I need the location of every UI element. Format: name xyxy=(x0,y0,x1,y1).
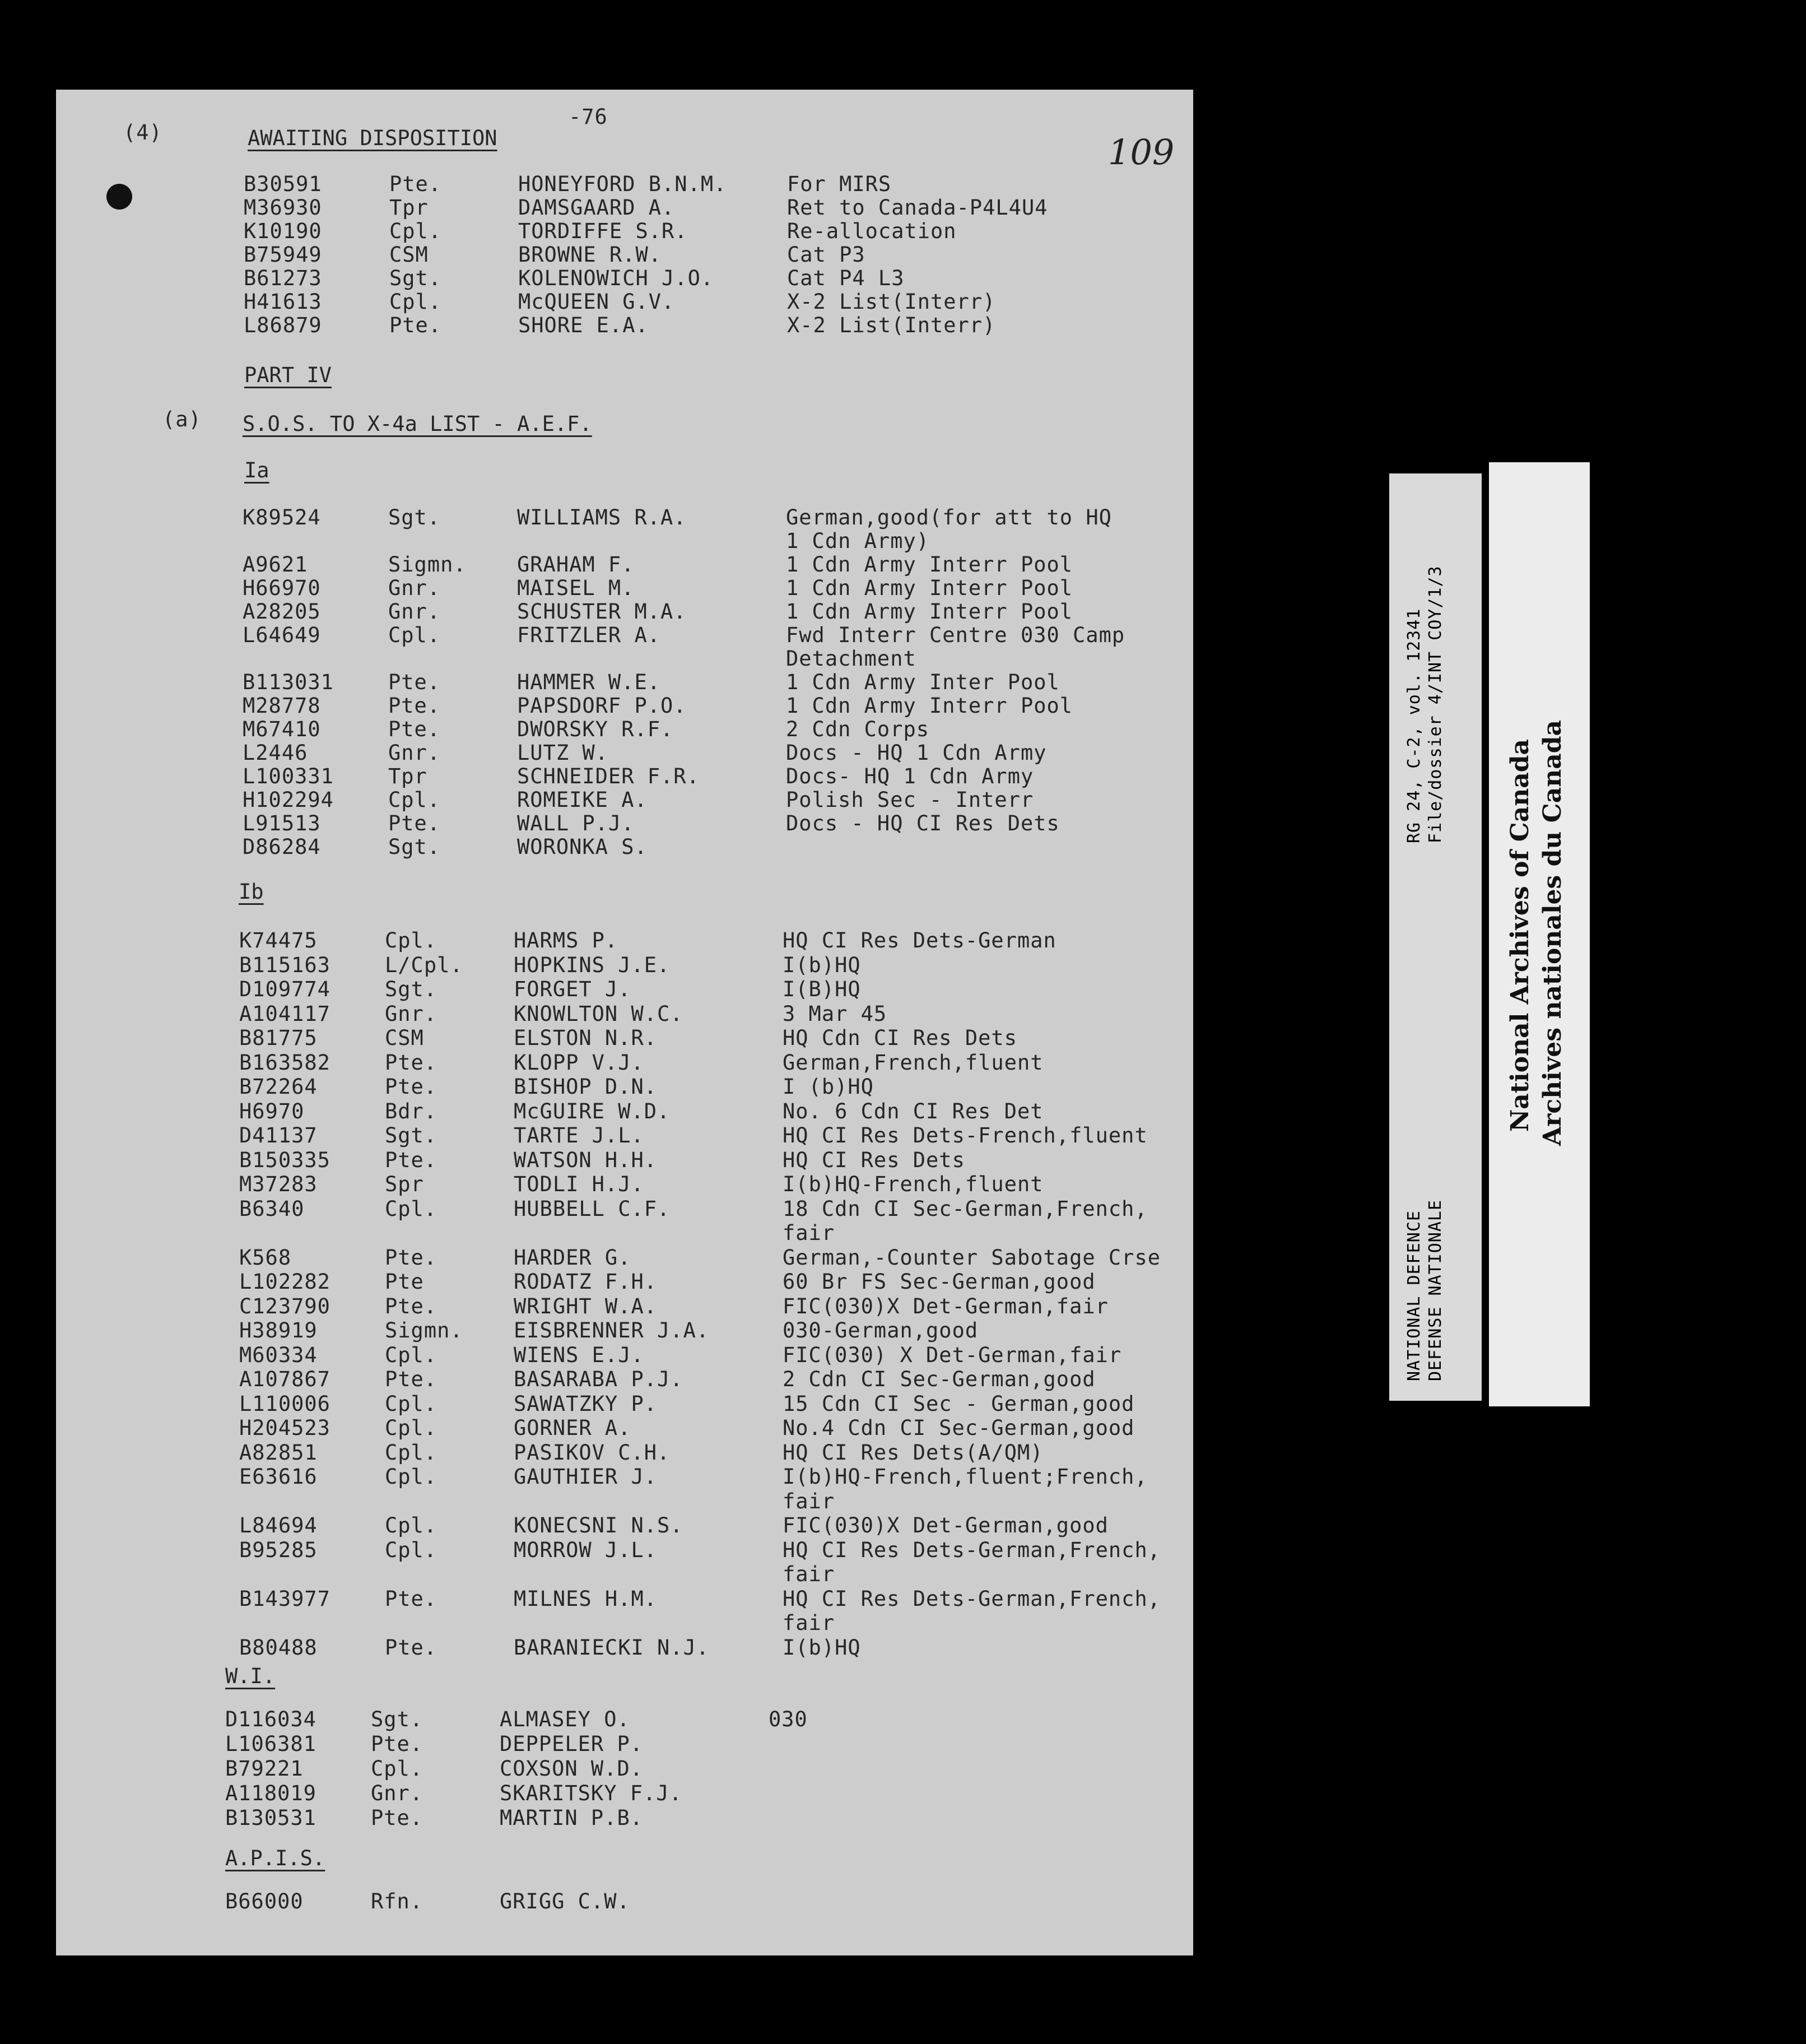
rank: Tpr xyxy=(389,196,429,220)
remarks: 18 Cdn CI Sec-German,French, xyxy=(783,1196,1148,1221)
name: HUBBELL C.F. xyxy=(514,1196,671,1221)
name: KLOPP V.J. xyxy=(514,1050,644,1075)
remarks: 15 Cdn CI Sec - German,good xyxy=(783,1391,1135,1416)
service-number: B130531 xyxy=(225,1806,316,1830)
name: McQUEEN G.V. xyxy=(518,290,675,314)
service-number: A118019 xyxy=(225,1781,316,1805)
rank: Bdr. xyxy=(385,1099,437,1123)
name: TORDIFFE S.R. xyxy=(518,219,688,243)
rank: CSM xyxy=(389,243,429,267)
rank: Cpl. xyxy=(385,1537,437,1562)
service-number: K568 xyxy=(239,1245,292,1270)
rank: Cpl. xyxy=(385,1465,437,1489)
punch-hole xyxy=(106,184,132,210)
rank: Pte. xyxy=(371,1732,423,1756)
department-line2: DEFENSE NATIONALE xyxy=(1426,1199,1445,1381)
page-number: -76 xyxy=(569,105,608,129)
remarks: HQ CI Res Dets-German xyxy=(783,928,1056,953)
remarks: No.4 Cdn CI Sec-German,good xyxy=(783,1416,1135,1440)
name: COXSON W.D. xyxy=(500,1757,644,1781)
rank: Pte. xyxy=(385,1075,437,1099)
remarks: Re-allocation xyxy=(787,219,957,243)
section-number: (4) xyxy=(123,120,162,145)
remarks: Docs - HQ CI Res Dets xyxy=(786,811,1060,835)
rank: Sigmn. xyxy=(388,552,467,577)
remarks: 1 Cdn Army Interr Pool xyxy=(786,552,1073,577)
rank: Pte. xyxy=(385,1294,437,1318)
name: TARTE J.L. xyxy=(514,1123,644,1148)
service-number: D41137 xyxy=(239,1123,318,1148)
service-number: A82851 xyxy=(239,1440,318,1465)
service-number: B80488 xyxy=(239,1635,318,1660)
name: PASIKOV C.H. xyxy=(514,1440,671,1465)
remarks: FIC(030)X Det-German,good xyxy=(783,1513,1109,1537)
group-title-ib: Ib xyxy=(239,880,264,904)
name: TODLI H.J. xyxy=(514,1172,644,1196)
service-number: H38919 xyxy=(239,1318,318,1342)
rank: Pte. xyxy=(388,694,441,718)
name: DAMSGAARD A. xyxy=(518,196,675,220)
rank: Pte. xyxy=(389,313,442,337)
name: WALL P.J. xyxy=(517,811,635,835)
remarks: 1 Cdn Army Interr Pool xyxy=(786,576,1073,600)
remarks: HQ CI Res Dets xyxy=(783,1148,965,1172)
remarks: 030 xyxy=(769,1707,808,1731)
service-number: B30591 xyxy=(244,172,322,196)
remarks: HQ CI Res Dets-French,fluent xyxy=(783,1123,1148,1148)
name: SCHUSTER M.A. xyxy=(517,600,687,624)
rank: Pte. xyxy=(385,1245,437,1270)
group-title-ia: Ia xyxy=(244,458,269,482)
remarks: 60 Br FS Sec-German,good xyxy=(783,1270,1096,1294)
service-number: K74475 xyxy=(239,928,318,953)
service-number: H6970 xyxy=(239,1099,305,1123)
name: MARTIN P.B. xyxy=(500,1806,644,1830)
service-number: D116034 xyxy=(225,1707,316,1731)
service-number: L100331 xyxy=(243,764,334,788)
name: MILNES H.M. xyxy=(514,1586,658,1611)
name: ROMEIKE A. xyxy=(517,788,648,812)
service-number: B72264 xyxy=(239,1075,318,1099)
archive-reference-strip xyxy=(1389,473,1482,1401)
part-title: PART IV xyxy=(244,363,332,387)
name: BISHOP D.N. xyxy=(514,1075,658,1099)
remarks: Fwd Interr Centre 030 Camp xyxy=(786,623,1125,647)
service-number: B115163 xyxy=(239,953,331,977)
service-number: K89524 xyxy=(243,505,321,529)
rank: Cpl. xyxy=(389,290,442,314)
remarks: 1 Cdn Army Inter Pool xyxy=(786,670,1060,694)
name: BROWNE R.W. xyxy=(518,243,662,267)
name: SAWATZKY P. xyxy=(514,1391,658,1416)
name: WORONKA S. xyxy=(517,835,648,859)
service-number: B66000 xyxy=(225,1889,304,1913)
name: SKARITSKY F.J. xyxy=(500,1781,682,1805)
rank: Pte. xyxy=(385,1148,437,1172)
name: KNOWLTON W.C. xyxy=(514,1001,683,1026)
national-archives-label-strip xyxy=(1489,462,1590,1406)
service-number: B163582 xyxy=(239,1050,331,1075)
remarks: No. 6 Cdn CI Res Det xyxy=(783,1099,1044,1123)
service-number: L86879 xyxy=(244,313,322,337)
rank: Sgt. xyxy=(385,977,437,1001)
section-title-awaiting-disposition: AWAITING DISPOSITION xyxy=(248,126,497,150)
subsection-title: S.O.S. TO X-4a LIST - A.E.F. xyxy=(243,412,592,436)
rank: Cpl. xyxy=(385,1416,437,1440)
remarks: Cat P4 L3 xyxy=(787,266,905,290)
group-title-wi: W.I. xyxy=(225,1664,276,1688)
rank: Gnr. xyxy=(388,741,441,765)
name: BARANIECKI N.J. xyxy=(514,1635,710,1660)
rank: Pte. xyxy=(388,670,441,694)
service-number: D109774 xyxy=(239,977,331,1001)
service-number: B81775 xyxy=(239,1026,318,1050)
rank: Gnr. xyxy=(371,1781,423,1805)
rank: Sgt. xyxy=(388,505,441,529)
remarks: 2 Cdn Corps xyxy=(786,717,930,741)
remarks: FIC(030) X Det-German,fair xyxy=(783,1342,1122,1367)
service-number: M36930 xyxy=(244,196,322,220)
rank: Cpl. xyxy=(385,1391,437,1416)
service-number: B6340 xyxy=(239,1196,305,1221)
subsection-number: (a) xyxy=(162,407,202,431)
service-number: K10190 xyxy=(244,219,322,243)
remarks: HQ Cdn CI Res Dets xyxy=(783,1026,1017,1050)
service-number: M67410 xyxy=(243,717,321,741)
remarks: fair xyxy=(783,1611,835,1635)
service-number: H66970 xyxy=(243,576,321,600)
rank: Pte. xyxy=(385,1050,437,1075)
service-number: L106381 xyxy=(225,1732,316,1756)
rank: Cpl. xyxy=(388,788,441,812)
remarks: I(b)HQ xyxy=(783,953,861,977)
remarks: Detachment xyxy=(786,647,916,671)
name: GRIGG C.W. xyxy=(500,1889,630,1913)
service-number: A104117 xyxy=(239,1001,331,1026)
remarks: I(B)HQ xyxy=(783,977,861,1001)
rank: Cpl. xyxy=(385,928,437,953)
service-number: B150335 xyxy=(239,1148,331,1172)
rank: Gnr. xyxy=(388,576,441,600)
remarks: Cat P3 xyxy=(787,243,865,267)
service-number: D86284 xyxy=(243,835,321,859)
service-number: A28205 xyxy=(243,600,321,624)
remarks: X-2 List(Interr) xyxy=(787,313,996,337)
service-number: C123790 xyxy=(239,1294,331,1318)
rank: Cpl. xyxy=(385,1513,437,1537)
rank: Pte. xyxy=(385,1586,437,1611)
rank: Cpl. xyxy=(388,623,441,647)
remarks: fair xyxy=(783,1562,835,1586)
remarks: German,good(for att to HQ xyxy=(786,505,1112,529)
name: McGUIRE W.D. xyxy=(514,1099,671,1123)
service-number: B95285 xyxy=(239,1537,318,1562)
rank: Sgt. xyxy=(371,1707,423,1731)
rank: Pte. xyxy=(388,717,441,741)
rank: Rfn. xyxy=(371,1889,423,1913)
name: DEPPELER P. xyxy=(500,1732,644,1756)
remarks: I(b)HQ xyxy=(783,1635,861,1660)
service-number: L110006 xyxy=(239,1391,331,1416)
group-title-apis: A.P.I.S. xyxy=(225,1846,325,1870)
service-number: H204523 xyxy=(239,1416,331,1440)
name: EISBRENNER J.A. xyxy=(514,1318,710,1342)
rank: Gnr. xyxy=(388,600,441,624)
name: ELSTON N.R. xyxy=(514,1026,658,1050)
remarks: 1 Cdn Army) xyxy=(786,529,930,553)
name: FORGET J. xyxy=(514,977,631,1001)
service-number: H41613 xyxy=(244,290,322,314)
service-number: B143977 xyxy=(239,1586,331,1611)
rank: Pte. xyxy=(371,1806,423,1830)
remarks: For MIRS xyxy=(787,172,892,196)
name: WIENS E.J. xyxy=(514,1342,644,1367)
service-number: M37283 xyxy=(239,1172,318,1196)
name: SCHNEIDER F.R. xyxy=(517,764,700,788)
service-number: L64649 xyxy=(243,623,321,647)
service-number: L84694 xyxy=(239,1513,318,1537)
rank: Cpl. xyxy=(385,1196,437,1221)
rank: Sgt. xyxy=(388,835,441,859)
rank: CSM xyxy=(385,1026,424,1050)
service-number: B75949 xyxy=(244,243,322,267)
remarks: fair xyxy=(783,1489,835,1513)
name: LUTZ W. xyxy=(517,741,608,765)
name: WATSON H.H. xyxy=(514,1148,658,1172)
national-archives-label-fr: Archives nationales du Canada xyxy=(1538,719,1567,1146)
name: MORROW J.L. xyxy=(514,1537,658,1562)
rank: Pte xyxy=(385,1270,424,1294)
name: KONECSNI N.S. xyxy=(514,1513,683,1537)
department-line1: NATIONAL DEFENCE xyxy=(1404,1210,1424,1381)
name: ALMASEY O. xyxy=(500,1707,630,1731)
rank: Sigmn. xyxy=(385,1318,463,1342)
service-number: B61273 xyxy=(244,266,322,290)
name: GRAHAM F. xyxy=(517,552,635,577)
rank: L/Cpl. xyxy=(385,953,463,977)
remarks: HQ CI Res Dets(A/QM) xyxy=(783,1440,1044,1465)
rank: Spr xyxy=(385,1172,424,1196)
archive-reference-line1: RG 24, C-2, vol. 12341 xyxy=(1404,608,1424,843)
name: RODATZ F.H. xyxy=(514,1270,658,1294)
remarks: 1 Cdn Army Interr Pool xyxy=(786,694,1073,718)
name: BASARABA P.J. xyxy=(514,1367,683,1391)
service-number: L2446 xyxy=(243,741,308,765)
rank: Pte. xyxy=(388,811,441,835)
remarks: 1 Cdn Army Interr Pool xyxy=(786,600,1073,624)
name: HONEYFORD B.N.M. xyxy=(518,172,727,196)
rank: Tpr xyxy=(388,764,427,788)
remarks: HQ CI Res Dets-German,French, xyxy=(783,1586,1161,1611)
rank: Sgt. xyxy=(385,1123,437,1148)
name: FRITZLER A. xyxy=(517,623,661,647)
name: HARMS P. xyxy=(514,928,618,953)
remarks: German,-Counter Sabotage Crse xyxy=(783,1245,1161,1270)
remarks: 2 Cdn CI Sec-German,good xyxy=(783,1367,1096,1391)
archive-reference-line2: File/dossier 4/INT COY/1/3 xyxy=(1426,565,1445,843)
national-archives-label-en: National Archives of Canada xyxy=(1506,738,1534,1132)
service-number: M60334 xyxy=(239,1342,318,1367)
rank: Cpl. xyxy=(389,219,442,243)
name: KOLENOWICH J.O. xyxy=(518,266,714,290)
service-number: L91513 xyxy=(243,811,321,835)
rank: Cpl. xyxy=(371,1757,423,1781)
name: DWORSKY R.F. xyxy=(517,717,674,741)
name: HAMMER W.E. xyxy=(517,670,661,694)
remarks: I (b)HQ xyxy=(783,1075,874,1099)
remarks: Polish Sec - Interr xyxy=(786,788,1034,812)
rank: Pte. xyxy=(385,1367,437,1391)
remarks: Docs- HQ 1 Cdn Army xyxy=(786,764,1034,788)
remarks: I(b)HQ-French,fluent xyxy=(783,1172,1044,1196)
remarks: German,French,fluent xyxy=(783,1050,1044,1075)
name: SHORE E.A. xyxy=(518,313,649,337)
document-page xyxy=(56,90,1193,1955)
remarks: HQ CI Res Dets-German,French, xyxy=(783,1537,1161,1562)
name: WRIGHT W.A. xyxy=(514,1294,658,1318)
service-number: M28778 xyxy=(243,694,321,718)
service-number: A9621 xyxy=(243,552,308,577)
rank: Gnr. xyxy=(385,1001,437,1026)
remarks: 3 Mar 45 xyxy=(783,1001,887,1026)
service-number: B79221 xyxy=(225,1757,304,1781)
remarks: 030-German,good xyxy=(783,1318,979,1342)
rank: Pte. xyxy=(385,1635,437,1660)
remarks: Ret to Canada-P4L4U4 xyxy=(787,196,1048,220)
remarks: X-2 List(Interr) xyxy=(787,290,996,314)
name: HOPKINS J.E. xyxy=(514,953,671,977)
name: PAPSDORF P.O. xyxy=(517,694,687,718)
handwritten-folio-number: 109 xyxy=(1108,132,1175,173)
name: HARDER G. xyxy=(514,1245,631,1270)
name: MAISEL M. xyxy=(517,576,635,600)
service-number: E63616 xyxy=(239,1465,318,1489)
remarks: fair xyxy=(783,1221,835,1245)
name: WILLIAMS R.A. xyxy=(517,505,687,529)
rank: Pte. xyxy=(389,172,442,196)
service-number: L102282 xyxy=(239,1270,331,1294)
service-number: A107867 xyxy=(239,1367,331,1391)
name: GAUTHIER J. xyxy=(514,1465,658,1489)
rank: Cpl. xyxy=(385,1342,437,1367)
remarks: I(b)HQ-French,fluent;French, xyxy=(783,1465,1148,1489)
remarks: Docs - HQ 1 Cdn Army xyxy=(786,741,1047,765)
name: GORNER A. xyxy=(514,1416,631,1440)
service-number: B113031 xyxy=(243,670,334,694)
remarks: FIC(030)X Det-German,fair xyxy=(783,1294,1109,1318)
service-number: H102294 xyxy=(243,788,334,812)
rank: Sgt. xyxy=(389,266,442,290)
rank: Cpl. xyxy=(385,1440,437,1465)
